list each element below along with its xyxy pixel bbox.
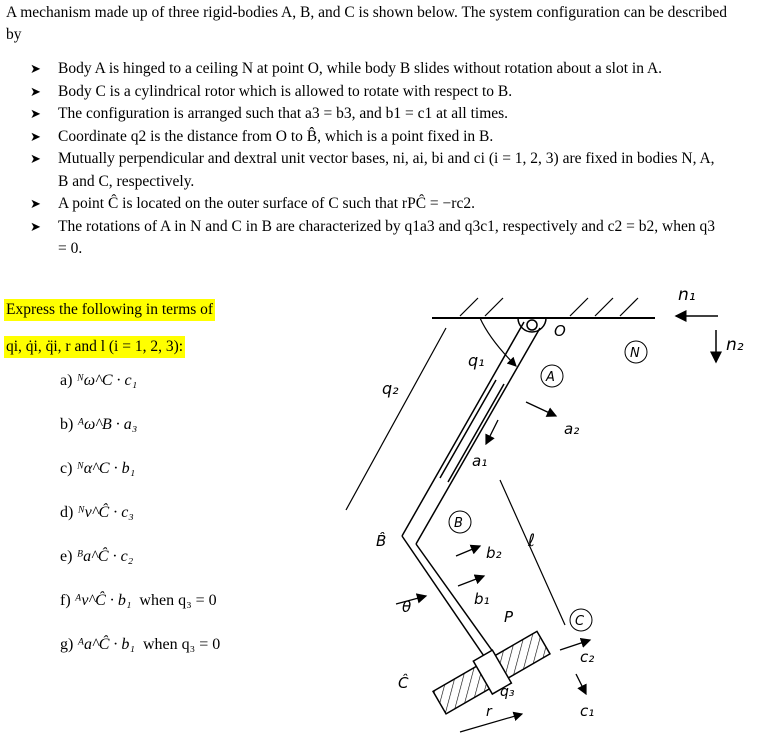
- list-item: ➤ Body C is a cylindrical rotor which is allowed to rotate with respect to B.: [30, 81, 720, 104]
- mechanism-diagram: [290, 270, 750, 750]
- label-b1: b₁: [474, 590, 490, 608]
- terms-heading: qi, q̇i, q̈i, r and l (i = 1, 2, 3):: [4, 336, 185, 358]
- label-c1: c₁: [580, 702, 595, 720]
- intro-paragraph: A mechanism made up of three rigid-bodies A, B, and C is shown below. The system configuration can be described by: [6, 4, 728, 43]
- label-C: C: [575, 614, 585, 629]
- label-r: r: [486, 704, 492, 720]
- question-item: a) ᴺω^C · c₁: [60, 372, 138, 389]
- b1-arrow: [458, 576, 484, 586]
- question-item: f) ᴬv^Ĉ · b₁ when q₃ = 0: [60, 592, 217, 609]
- b2-arrow: [456, 546, 480, 556]
- hinge-pin-O: [527, 320, 537, 330]
- label-a2: a₂: [564, 420, 580, 438]
- label-q3: q₃: [500, 684, 515, 700]
- label-n2: n₂: [726, 335, 744, 355]
- list-item: ➤ The rotations of A in N and C in B are characterized by q1a3 and q3c1, respectively and c2 = b2, when q3 = 0.: [30, 217, 715, 257]
- question-item: d) ᴺv^Ĉ · c₃: [60, 504, 134, 521]
- ceiling-hatch: [460, 298, 638, 316]
- question-item: g) ᴬa^Ĉ · b₁ when q₃ = 0: [60, 636, 221, 653]
- label-B: B: [454, 516, 463, 531]
- label-q2: q₂: [382, 379, 399, 398]
- label-Chat: Ĉ: [398, 674, 409, 692]
- arrow-bullet-icon: ➤: [30, 128, 41, 144]
- c1-arrow: [576, 674, 586, 694]
- arrow-bullet-icon: ➤: [30, 61, 41, 76]
- label-Bhat: B̂: [376, 532, 387, 550]
- list-item: ➤ Mutually perpendicular and dextral unit vector bases, ni, ai, bi and ci (i = 1, 2, 3) are fixed in bodies N, A, B and C, respectively.: [30, 150, 715, 190]
- list-item: ➤ Coordinate q2 is the distance from O to B̂, which is a point fixed in B.: [30, 126, 720, 149]
- arrow-bullet-icon: ➤: [30, 196, 41, 211]
- assumption-list: [30, 58, 720, 261]
- a2-arrow: [526, 402, 556, 416]
- label-q1: q₁: [468, 351, 485, 370]
- label-c2: c₂: [580, 648, 595, 666]
- q2-dimension-line: [346, 328, 446, 510]
- label-P: P: [504, 608, 514, 626]
- question-item: e) ᴮa^Ĉ · c₂: [60, 548, 134, 565]
- label-n1: n₁: [678, 285, 696, 305]
- q1-angle-arc: [480, 318, 516, 366]
- question-item: c) ᴺα^C · b₁: [60, 460, 136, 477]
- list-item: ➤ Body A is hinged to a ceiling N at point O, while body B slides without rotation about a slot in A.: [30, 58, 720, 81]
- label-A: A: [546, 370, 555, 385]
- question-list: [60, 370, 220, 678]
- arrow-bullet-icon: ➤: [30, 106, 41, 121]
- label-theta: θ: [402, 598, 412, 616]
- express-heading: Express the following in terms of: [4, 299, 215, 321]
- list-item: ➤ The configuration is arranged such that a3 = b3, and b1 = c1 at all times.: [30, 103, 720, 126]
- question-item: b) ᴬω^B · a₃: [60, 416, 138, 433]
- a1-arrow: [486, 420, 498, 444]
- label-N: N: [630, 346, 640, 361]
- label-l: ℓ: [528, 531, 536, 551]
- l-dimension-line: [500, 480, 565, 625]
- arrow-bullet-icon: ➤: [30, 151, 41, 166]
- label-O: O: [554, 322, 566, 340]
- label-a1: a₁: [472, 452, 488, 470]
- arrow-bullet-icon: ➤: [30, 83, 41, 99]
- arrow-bullet-icon: ➤: [30, 218, 41, 234]
- label-b2: b₂: [486, 544, 502, 562]
- list-item: ➤ A point Ĉ is located on the outer surface of C such that rPĈ = −rc2.: [30, 193, 720, 216]
